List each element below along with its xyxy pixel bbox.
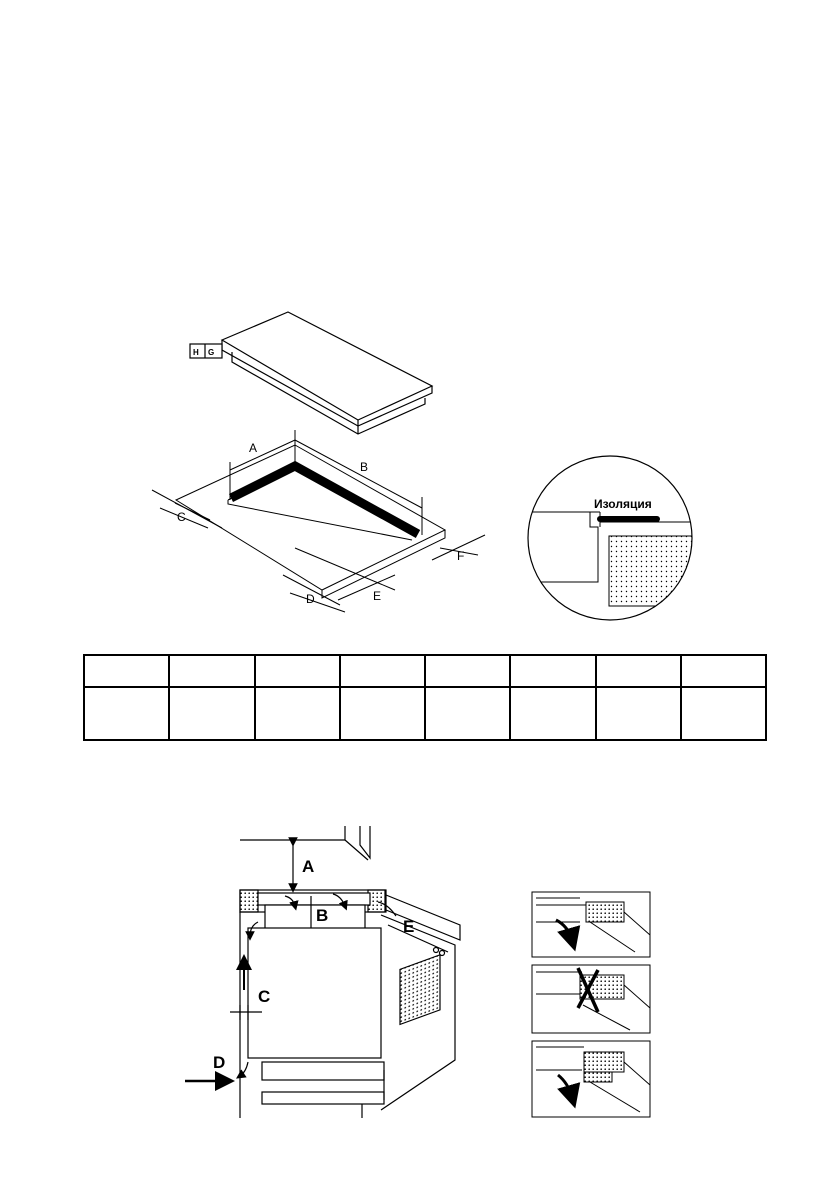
dim-label-d: D	[306, 592, 315, 606]
dim-label-a: A	[249, 441, 258, 455]
table-cell	[681, 687, 766, 740]
table-cell	[84, 655, 169, 687]
dim-label-c: C	[177, 510, 186, 524]
table-cell	[681, 655, 766, 687]
table-row	[84, 655, 766, 687]
dim-label-g: G	[208, 348, 215, 357]
table-cell	[84, 687, 169, 740]
dim-label-e: E	[373, 589, 382, 603]
table-cell	[169, 687, 254, 740]
insulation-detail	[525, 512, 700, 606]
table-cell	[255, 687, 340, 740]
table-cell	[340, 655, 425, 687]
detail-panel-correct-2	[532, 1041, 650, 1117]
table-cell	[510, 687, 595, 740]
vent-label-e: E	[403, 917, 415, 936]
dim-label-f: F	[457, 549, 465, 563]
vent-label-b: B	[316, 906, 329, 925]
insulation-label: Изоляция	[594, 497, 652, 511]
table-cell	[255, 655, 340, 687]
wall-cabinet	[240, 826, 345, 840]
table-cell	[510, 655, 595, 687]
table-row	[84, 687, 766, 740]
dim-label-h: H	[193, 348, 199, 357]
table-cell	[596, 655, 681, 687]
detail-panel-correct-1	[532, 892, 650, 957]
vent-label-a: A	[302, 857, 315, 876]
vent-label-c: C	[258, 987, 271, 1006]
oven-window	[400, 955, 440, 1025]
table-cell	[596, 687, 681, 740]
worktop-surface	[176, 445, 445, 590]
ventilation-diagram	[0, 820, 839, 1130]
table-cell	[425, 687, 510, 740]
vent-label-d: D	[213, 1053, 226, 1072]
detail-panel-incorrect	[532, 965, 650, 1033]
hob-body	[258, 893, 370, 905]
dimension-table	[83, 654, 767, 741]
table-cell	[340, 687, 425, 740]
table-cell	[169, 655, 254, 687]
hob-cutout-diagram	[0, 300, 839, 640]
table-cell	[425, 655, 510, 687]
hob-glass-top	[222, 312, 432, 420]
dim-label-b: B	[360, 460, 369, 474]
